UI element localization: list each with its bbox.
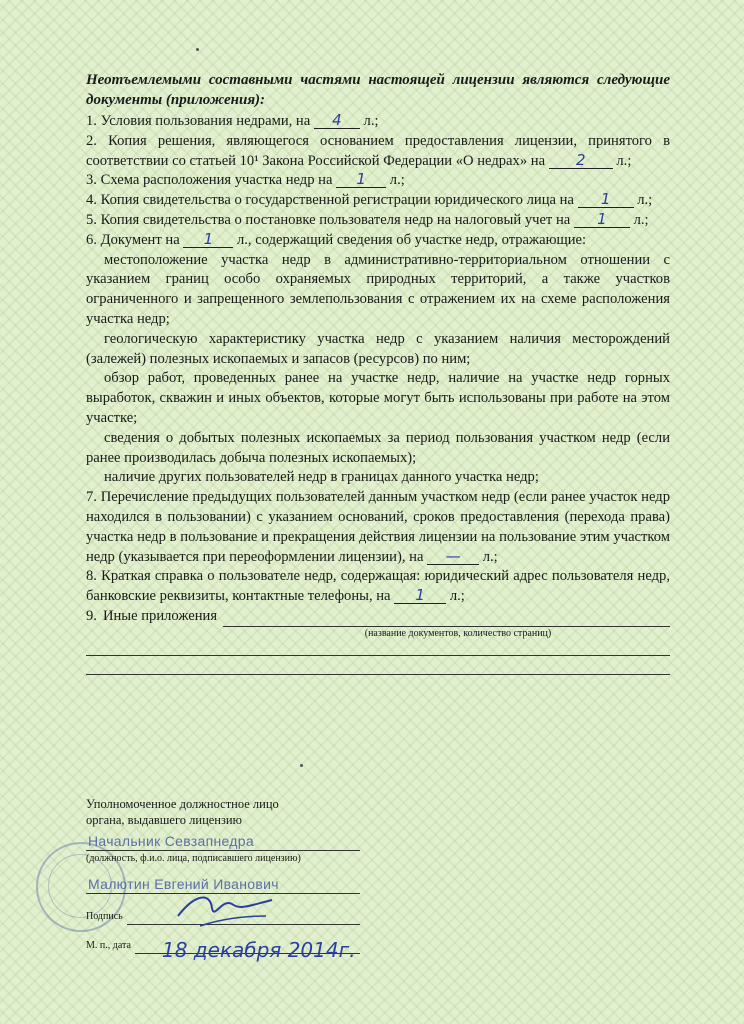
item-6-sub-geology: геологическую характеристику участка недр с указанием наличия месторождений (залежей) полезных ископаемых и запасов (ресурсов) по ним; [86,330,670,367]
item-3: 3. Схема расположения участка недр на 1 л.; [86,170,405,189]
other-attachments-caption: (название документов, количество страниц) [364,627,552,639]
position-caption: (должность, ф.и.о. лица, подписавшего лицензию) [86,853,301,864]
item-4: 4. Копия свидетельства о государственной регистрации юридического лица на 1 л.; [86,190,653,209]
page-count-field: 1 [336,172,386,188]
page-count-field: 1 [394,588,446,604]
item-6-sub-location: местоположение участка недр в административно-территориальном отношении с указанием границ особо охраняемых природных территорий, а также участков ограниченного и запрещенного землепользования с отражением их на схеме расположения участка недр; [86,251,670,327]
item-7: 7. Перечисление предыдущих пользователей данным участком недр (если ранее участок недр находился в пользовании) с указанием оснований, сроков предоставления (перехода права) участка недр в пользование и прекращения действия лицензии на пользование этим участком недр (указывается при переоформлении лицензии), на — л.; [86,489,670,565]
page-count-field: 2 [549,153,613,169]
authority-label-1: Уполномоченное должностное лицо [86,797,279,811]
handwritten-signature [170,886,280,934]
item-6-sub-works: обзор работ, проведенных ранее на участке недр, наличие на участке недр горных выработок, скважин и иных объектов, которые могут быть использованы при работе на этом участке; [86,370,670,426]
position-value: Начальник Севзапнедра [88,833,254,849]
item-2: 2. Копия решения, являющегося основанием предоставления лицензии, принятого в соответствии со статьей 10¹ Закона Российской Федерации «О недрах» на 2 л.; [86,132,670,169]
page-count-field: 1 [183,232,233,248]
speck [300,764,303,767]
name-value: Малютин Евгений Иванович [88,876,279,892]
handwritten-date: 18 декабря 2014г. [162,938,356,962]
item-6: 6. Документ на 1 л., содержащий сведения об участке недр, отражающие: [86,229,587,248]
date-label: М. п., дата [86,940,131,951]
item-8: 8. Краткая справка о пользователе недр, содержащая: юридический адрес пользователя недр, банковские реквизиты, контактные телефоны, на 1 л.; [86,568,670,605]
page-count-field: 1 [578,192,634,208]
position-field [86,830,360,851]
other-attachments-line [223,612,670,627]
signature-label: Подпись [86,911,123,922]
heading: Неотъемлемыми составными частями настоящей лицензии являются следующие документы (приложения): [86,72,670,108]
item-1: 1. Условия пользования недрами, на 4 л.; [86,111,379,129]
item-9: 9. Иные приложения [86,607,670,627]
blank-line [86,656,670,675]
speck [196,48,199,51]
page-count-field: — [427,549,479,565]
authority-label-2: органа, выдавшего лицензию [86,813,242,827]
license-appendix-page [86,70,670,675]
page-count-field: 4 [314,113,360,129]
item-5: 5. Копия свидетельства о постановке пользователя недр на налоговый учет на 1 л.; [86,209,649,228]
blank-line [86,637,670,656]
item-6-sub-other-users: наличие других пользователей недр в границах данного участка недр; [104,469,539,486]
page-count-field: 1 [574,212,630,228]
item-6-sub-extraction: сведения о добытых полезных ископаемых за период пользования участком недр (если ранее производилась добыча полезных ископаемых); [86,429,670,466]
